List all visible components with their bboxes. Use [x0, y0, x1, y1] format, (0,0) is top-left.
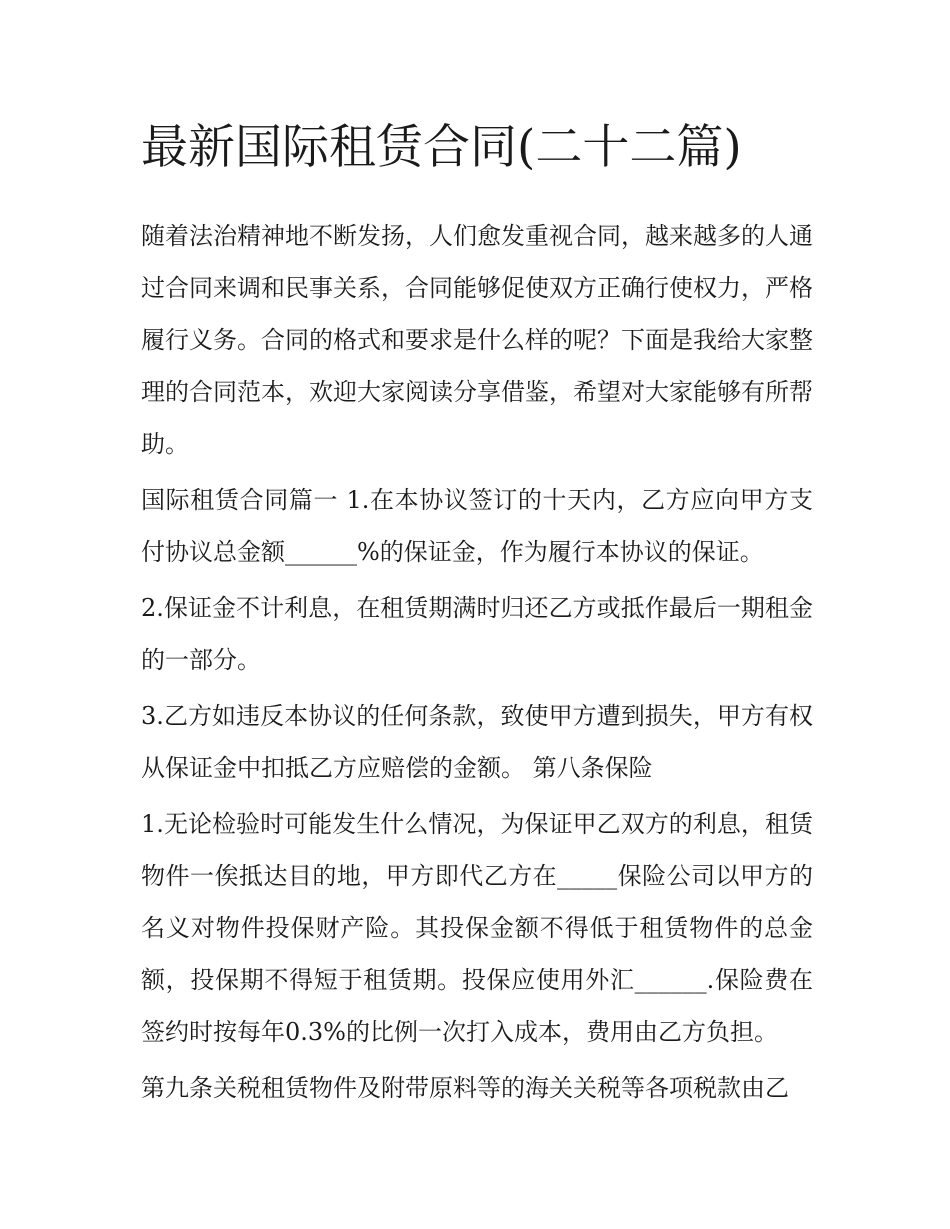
paragraph-clause-1: 国际租赁合同篇一 1.在本协议签订的十天内，乙方应向甲方支付协议总金额______%的保证金，作为履行本协议的保证。 [141, 486, 813, 566]
paragraph-clause-3: 3.乙方如违反本协议的任何条款，致使甲方遭到损失，甲方有权从保证金中扣抵乙方应赔偿的金额。 第八条保险 [141, 702, 813, 782]
document-page [141, 112, 813, 1118]
paragraph-article-9: 第九条关税租赁物件及附带原料等的海关关税等各项税款由乙 [141, 1074, 789, 1102]
paragraph-insurance-1: 1.无论检验时可能发生什么情况，为保证甲乙双方的利息，租赁物件一俟抵达目的地，甲方即代乙方在_____保险公司以甲方的名义对物件投保财产险。其投保金额不得低于租赁物件的总金额，投保期不得短于租赁期。投保应使用外汇______.保险费在签约时按每年0.3%的比例一次打入成本，费用由乙方负担。 [141, 810, 813, 1046]
document-title: 最新国际租赁合同(二十二篇) [141, 120, 742, 175]
paragraph-clause-2: 2.保证金不计利息，在租赁期满时归还乙方或抵作最后一期租金的一部分。 [141, 594, 813, 674]
paragraph-intro: 随着法治精神地不断发扬，人们愈发重视合同，越来越多的人通过合同来调和民事关系，合同能够促使双方正确行使权力，严格履行义务。合同的格式和要求是什么样的呢？下面是我给大家整理的合同范本，欢迎大家阅读分享借鉴，希望对大家能够有所帮助。 [141, 222, 813, 458]
